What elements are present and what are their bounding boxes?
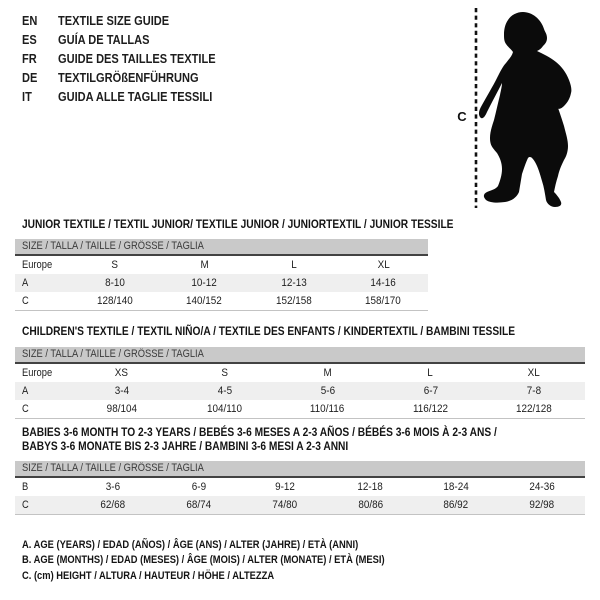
lang-title-de: TEXTILGRÖßENFÜHRUNG <box>58 70 199 85</box>
babies-size-table <box>15 461 585 515</box>
lang-title-fr: GUIDE DES TAILLES TEXTILE <box>58 51 216 66</box>
junior-size-header-bar: SIZE / TALLA / TAILLE / GRÖSSE / TAGLIA <box>15 239 428 256</box>
lang-title-it: GUIDA ALLE TAGLIE TESSILI <box>58 89 213 104</box>
table-row: Europe S M L XL <box>22 259 390 271</box>
footnote-c: C. (cm) HEIGHT / ALTURA / HAUTEUR / HÖHE / ALTEZZA <box>22 569 275 582</box>
toddler-silhouette-icon <box>479 12 571 207</box>
children-size-table <box>15 347 585 419</box>
footnote-legend <box>22 538 449 584</box>
children-size-header-bar: SIZE / TALLA / TAILLE / GRÖSSE / TAGLIA <box>15 347 585 364</box>
lang-row-en <box>22 11 243 30</box>
children-table-title: CHILDREN'S TEXTILE / TEXTIL NIÑO/A / TEXTILE DES ENFANTS / KINDERTEXTIL / BAMBINI TESSILE <box>22 324 516 338</box>
babies-size-header-bar: SIZE / TALLA / TAILLE / GRÖSSE / TAGLIA <box>15 461 585 478</box>
junior-table-title: JUNIOR TEXTILE / TEXTIL JUNIOR/ TEXTILE JUNIOR / JUNIORTEXTIL / JUNIOR TESSILE <box>22 217 454 231</box>
table-row: B 3-6 6-9 9-12 12-18 18-24 24-36 <box>22 481 555 493</box>
footnote-a: A. AGE (YEARS) / EDAD (AÑOS) / ÂGE (ANS) / ALTER (JAHRE) / ETÀ (ANNI) <box>22 539 359 551</box>
height-measure-label: C <box>457 109 467 124</box>
lang-code-en: EN <box>22 13 38 28</box>
lang-code-it: IT <box>22 89 32 104</box>
footnote-b: B. AGE (MONTHS) / EDAD (MESES) / ÂGE (MOIS) / ALTER (MONATE) / ETÀ (MESI) <box>22 554 385 567</box>
table-row: A 3-4 4-5 5-6 6-7 7-8 <box>15 382 585 400</box>
junior-size-table <box>15 239 428 311</box>
lang-title-es: GUÍA DE TALLAS <box>58 32 150 47</box>
lang-code-de: DE <box>22 70 38 85</box>
lang-row-es <box>22 30 243 49</box>
lang-row-de <box>22 68 243 87</box>
lang-row-fr <box>22 49 243 68</box>
lang-code-es: ES <box>22 32 37 47</box>
table-row: C 62/68 68/74 74/80 80/86 86/92 92/98 <box>15 496 585 514</box>
babies-table-title: BABIES 3-6 MONTH TO 2-3 YEARS / BEBÉS 3-6 MESES A 2-3 AÑOS / BÉBÉS 3-6 MOIS À 2-3 ANS / BABYS 3-6 MONATE BIS 2-3 JAHRE / BAMBINI 3-6 MESI A 2-3 ANNI <box>22 425 497 453</box>
lang-title-en: TEXTILE SIZE GUIDE <box>58 13 170 28</box>
lang-code-fr: FR <box>22 51 37 66</box>
table-row: A 8-10 10-12 12-13 14-16 <box>15 274 428 292</box>
table-row: C 128/140 140/152 152/158 158/170 <box>22 295 402 307</box>
lang-row-it <box>22 87 243 106</box>
language-title-list <box>22 11 243 106</box>
table-row: Europe XS S M L XL <box>22 367 540 379</box>
baby-height-figure <box>440 0 600 220</box>
table-row: C 98/104 104/110 110/116 116/122 122/128 <box>22 403 552 415</box>
